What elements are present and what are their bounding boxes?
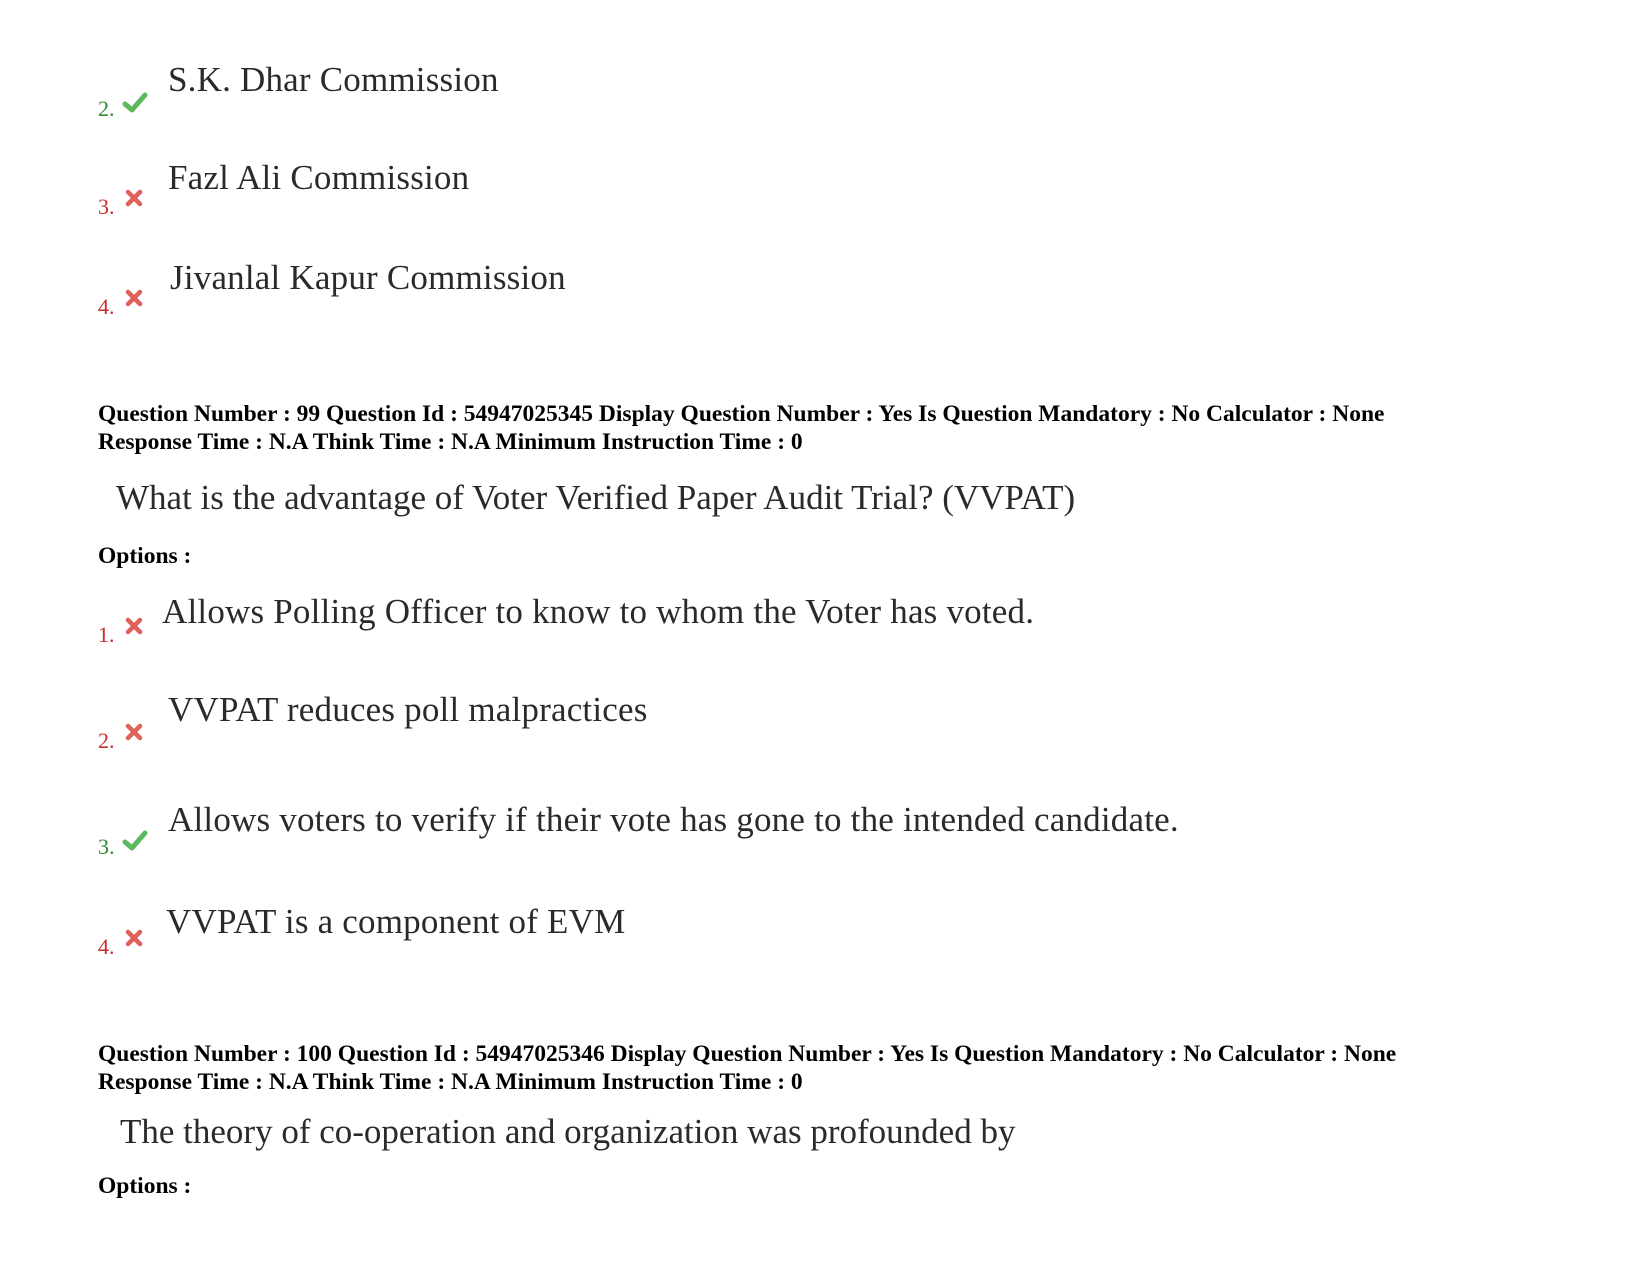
cross-icon: [124, 288, 144, 308]
option-text: S.K. Dhar Commission: [168, 60, 499, 99]
option-number: 4.: [98, 934, 115, 959]
question-meta-line1: Question Number : 99 Question Id : 54947025345 Display Question Number : Yes Is Question Mandatory : No Calculator : None: [98, 401, 1385, 427]
option-text: Allows voters to verify if their vote has gone to the intended candidate.: [168, 800, 1179, 839]
cross-icon: [124, 928, 144, 948]
option-number: 3.: [98, 834, 115, 859]
question-meta-line2: Response Time : N.A Think Time : N.A Minimum Instruction Time : 0: [98, 1069, 803, 1095]
option-text: Jivanlal Kapur Commission: [170, 258, 566, 297]
option-text: Fazl Ali Commission: [168, 158, 470, 197]
option-number: 2.: [98, 728, 115, 753]
option-number: 3.: [98, 194, 115, 219]
option-text: VVPAT reduces poll malpractices: [168, 690, 648, 729]
option-item: [0, 690, 1300, 753]
options-label: Options :: [98, 543, 192, 569]
option-text: Allows Polling Officer to know to whom the Voter has voted.: [162, 592, 1035, 631]
question-text: The theory of co-operation and organization was profounded by: [120, 1112, 1016, 1151]
check-icon: [122, 828, 148, 854]
check-icon: [122, 90, 148, 116]
option-number: 2.: [98, 96, 115, 121]
option-item: [0, 592, 1300, 652]
cross-icon: [124, 616, 144, 636]
options-label: Options :: [98, 1173, 192, 1199]
option-item: [0, 902, 1300, 962]
option-item: [0, 800, 1300, 860]
question-meta-line2: Response Time : N.A Think Time : N.A Minimum Instruction Time : 0: [98, 429, 803, 455]
question-text: What is the advantage of Voter Verified Paper Audit Trial? (VVPAT): [116, 478, 1076, 517]
cross-icon: [124, 722, 144, 742]
option-number: 4.: [98, 294, 115, 319]
option-text: VVPAT is a component of EVM: [166, 902, 626, 941]
option-item: [0, 60, 1300, 120]
option-item: [0, 158, 1300, 218]
option-number: 1.: [98, 622, 115, 647]
option-item: [0, 258, 1300, 318]
cross-icon: [124, 188, 144, 208]
question-meta-line1: Question Number : 100 Question Id : 54947025346 Display Question Number : Yes Is Question Mandatory : No Calculator : None: [98, 1041, 1397, 1067]
